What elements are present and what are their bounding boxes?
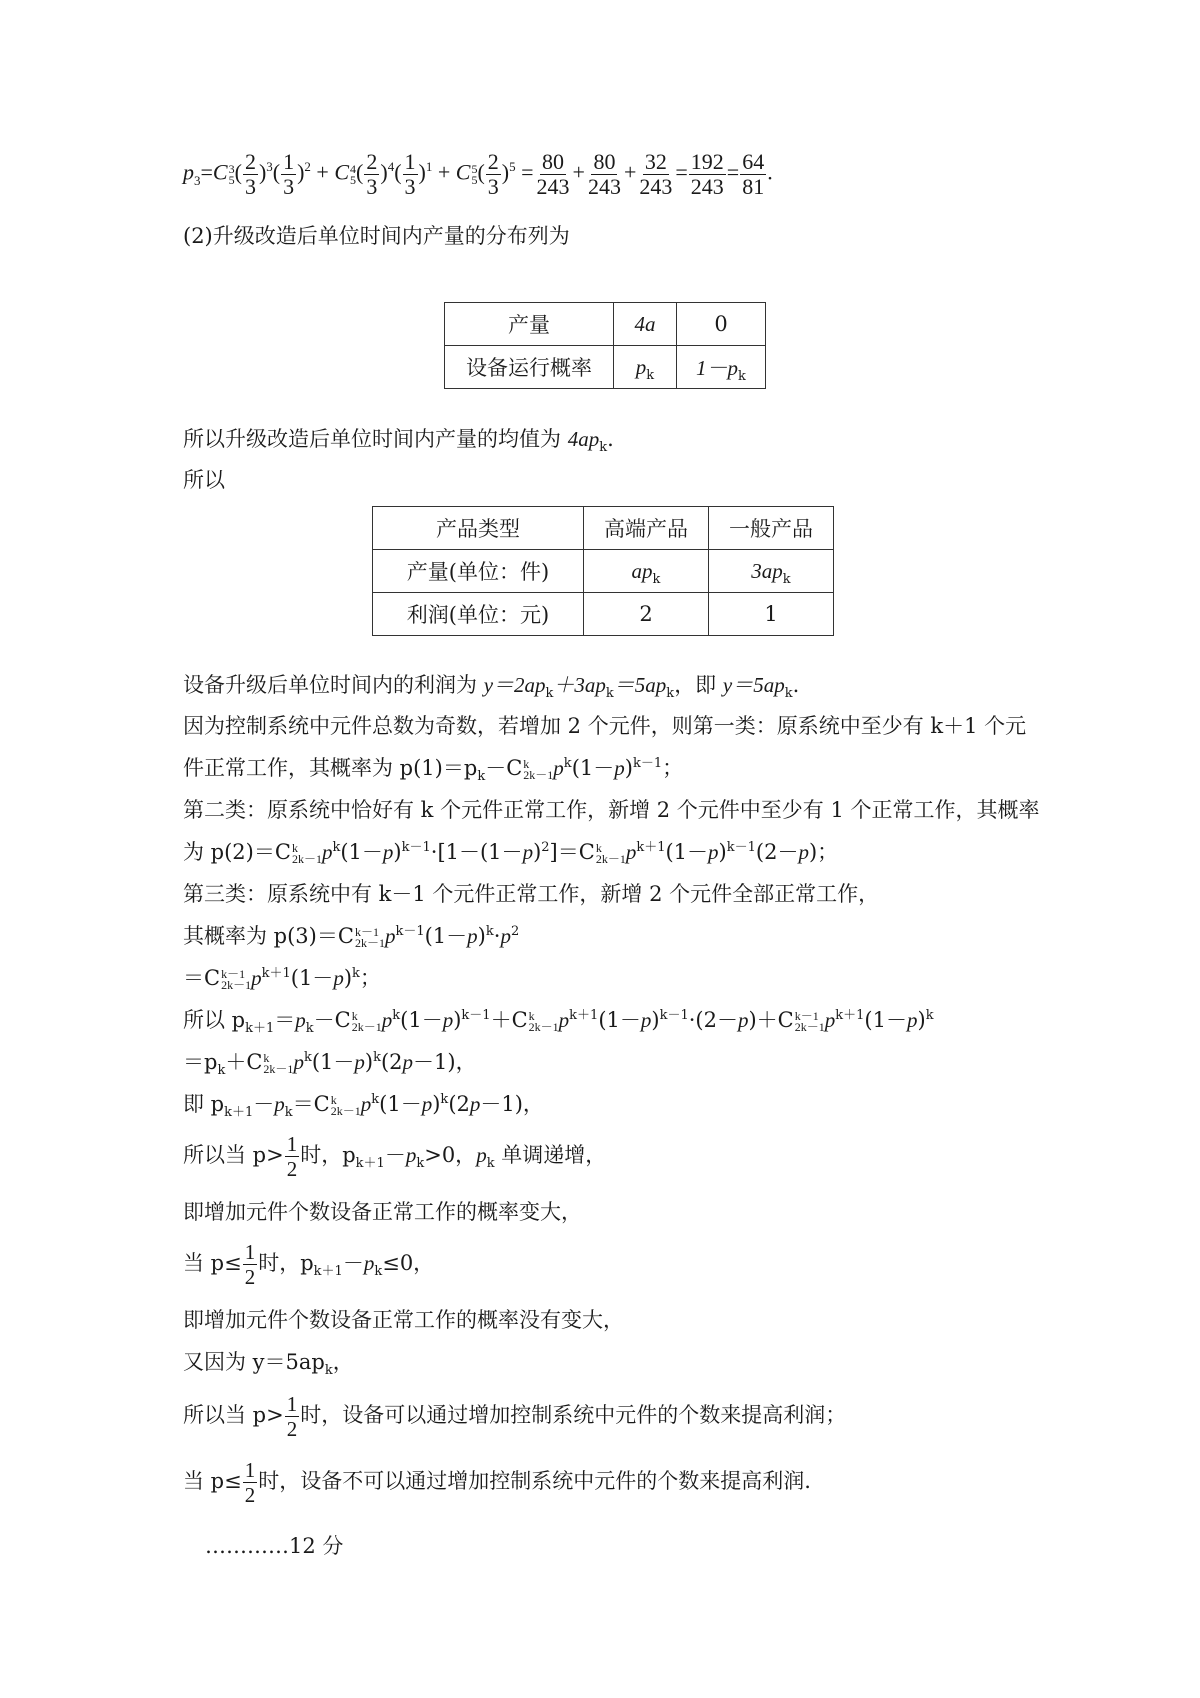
comb-idx — [471, 161, 478, 187]
num: 1 — [283, 149, 295, 174]
plus: + — [572, 159, 585, 185]
table-row — [445, 346, 766, 389]
sub: k — [738, 369, 746, 385]
sub: k — [652, 571, 661, 587]
expr: y＝5ap — [722, 673, 785, 697]
expr: 4ap — [567, 427, 600, 451]
table-row — [445, 303, 766, 346]
den: 2 — [244, 1483, 256, 1507]
text: . — [607, 427, 614, 451]
sub: k — [784, 686, 793, 702]
num: 1 — [404, 149, 416, 174]
eq: = — [200, 159, 213, 185]
num: 2 — [487, 149, 499, 174]
reason-line-1: 因为控制系统中元件总数为奇数，若增加 2 个元件，则第一类：原系统中至少有 k＋1 个元 — [183, 714, 1027, 738]
sub: 3 — [194, 172, 201, 188]
sum-line-2 — [183, 1048, 477, 1079]
expr: y＝2ap — [483, 673, 546, 697]
sub: 5 — [350, 172, 357, 187]
case3-line-2 — [183, 922, 519, 950]
sub: k — [545, 686, 554, 702]
text: ＝p — [183, 1050, 218, 1074]
exp: 2 — [304, 159, 311, 175]
sub: k — [666, 686, 675, 702]
num: 64 — [742, 149, 765, 174]
sum-line-1 — [183, 1006, 934, 1037]
num: 1 — [244, 1240, 256, 1264]
conclusion-2 — [183, 1458, 811, 1507]
conclusion-1 — [183, 1392, 846, 1441]
c-symbol: C — [334, 159, 350, 185]
den: 3 — [404, 174, 416, 199]
den: 3 — [366, 174, 378, 199]
den: 3 — [244, 174, 256, 199]
fraction — [281, 150, 296, 199]
math: k 2k－1 $p^k(1-p)^{k-1}\cdot[1-(1-p)^2]=C$ k 2k－1 $p^{k+1}(1-p)^{k-1}(2-p)$； — [291, 840, 839, 866]
fraction — [535, 150, 572, 199]
math: －C k 2k－1 $p^k(1-p)^{k-1}$； — [485, 756, 684, 782]
cell-value: ap — [631, 558, 653, 583]
p-symbol: p — [183, 159, 194, 185]
den: 2 — [286, 1417, 298, 1441]
exp: 4 — [387, 159, 395, 175]
math: $_{k+1}-p_k\le 0$， — [313, 1251, 435, 1280]
table-cell — [677, 346, 766, 389]
fraction — [364, 150, 379, 199]
num: 32 — [644, 149, 667, 174]
den: 243 — [690, 174, 724, 199]
den: 243 — [639, 174, 673, 199]
table-row — [373, 507, 834, 550]
text: 为 p(2)＝C — [183, 840, 291, 864]
exp: 3 — [266, 159, 273, 175]
table-cell — [614, 346, 677, 389]
diff-line — [183, 1090, 544, 1121]
text: 时，设备不可以通过增加控制系统中元件的个数来提高利润. — [258, 1469, 811, 1493]
fraction — [740, 150, 766, 199]
den: 81 — [742, 174, 765, 199]
exp: 1 — [425, 159, 433, 175]
den: 243 — [536, 174, 570, 199]
no-change-line: 即增加元件个数设备正常工作的概率没有变大， — [183, 1308, 624, 1332]
den: 243 — [587, 174, 621, 199]
when-le-line — [183, 1240, 434, 1289]
reason-line-2 — [183, 754, 684, 785]
math: k－1 2k－1 $p^{k-1}(1-p)^k\cdot p^2$ — [354, 924, 520, 950]
plus: + — [316, 159, 329, 185]
text: 设备升级后单位时间内的利润为 — [183, 673, 484, 697]
text: 时，p — [300, 1143, 356, 1167]
case2-line-1: 第二类：原系统中恰好有 k 个元件正常工作，新增 2 个元件中至少有 1 个正常工作，其概率 — [183, 798, 1040, 822]
table-cell: 2 — [584, 593, 709, 636]
text: . — [792, 673, 800, 697]
text: 当 p≤ — [183, 1251, 242, 1275]
sup: 5 — [471, 161, 478, 176]
text: 所以升级改造后单位时间内产量的均值为 — [183, 427, 568, 451]
fraction — [285, 1392, 300, 1441]
text: 时，设备可以通过增加控制系统中元件的个数来提高利润； — [300, 1403, 847, 1427]
table-cell: 设备运行概率 — [445, 346, 614, 389]
eq: = — [675, 159, 688, 185]
case3-line-1: 第三类：原系统中有 k－1 个元件正常工作，新增 2 个元件全部正常工作， — [183, 882, 880, 906]
sub: k — [646, 367, 655, 383]
p3-formula: $p_3=C$ 3 5 ( $\frac{2}{3}$ )$^3$( $\frac{1}{3}$ )$^2$ + C 4 5 ( $\frac{2}{3}$ )$^4$( $\frac{1}{3}$ )$^1$ + C 5 5 ( $\frac{2}{3}$ )$^5$ = $\frac{80}{243}$ + $\frac{80}{243}$ + $\frac{32}{243}$ = $\frac{192}{243}$ = $\frac{64}{81}$ . — [183, 149, 773, 199]
text: 其概率为 p(3)＝C — [183, 924, 354, 948]
sub: k — [599, 440, 608, 456]
score-line: …………12 分 — [205, 1534, 344, 1558]
table-header: 高端产品 — [584, 507, 709, 550]
text: 即 p — [183, 1092, 225, 1116]
text: 时，p — [258, 1251, 314, 1275]
den: 2 — [244, 1265, 256, 1289]
num: 80 — [593, 149, 616, 174]
text: 所以当 p> — [183, 1403, 284, 1427]
math: $_{k+1}=p_k-C$ k 2k－1 $p^k(1-p)^{k-1}+C$ k 2k－1 $p^{k+1}(1-p)^{k-1}\cdot(2-p)+C$ k－1 2k－1 $p^{k+1}(1-p)^k$ — [245, 1008, 934, 1037]
text: 当 p≤ — [183, 1469, 242, 1493]
sub: k — [324, 1363, 333, 1379]
num: 192 — [690, 149, 724, 174]
fraction — [637, 150, 674, 199]
case2-line-2 — [183, 838, 838, 866]
suoyi-line: 所以 — [183, 468, 225, 492]
sub: 5 — [228, 172, 235, 187]
math: $_{k+1}-p_k=C$ k 2k－1 $p^k(1-p)^k(2p-1)$， — [224, 1092, 544, 1121]
text: 所以 p — [183, 1008, 246, 1032]
math: $_{k+1}-p_k>0$，$p_k$ 单调递增， — [355, 1143, 607, 1172]
when-gt-line — [183, 1132, 606, 1181]
num: 2 — [366, 149, 378, 174]
den: 3 — [283, 174, 295, 199]
cell-value: 3ap — [751, 558, 783, 583]
eq: = — [521, 159, 534, 185]
mean-line — [183, 425, 614, 456]
den: 3 — [487, 174, 499, 199]
fraction — [285, 1132, 300, 1181]
fraction — [486, 150, 501, 199]
fraction — [689, 150, 726, 199]
c-symbol: C — [455, 159, 471, 185]
math: k－1 2k－1 $p^{k+1}(1-p)^k$； — [221, 966, 381, 992]
table-row — [373, 550, 834, 593]
expr: ＋3ap — [553, 673, 606, 697]
den: 2 — [286, 1157, 298, 1181]
sub: 5 — [471, 172, 478, 187]
text: 所以当 p> — [183, 1143, 284, 1167]
table-cell — [614, 303, 677, 346]
text: 又因为 y＝5ap — [183, 1350, 325, 1374]
expr: ＝5ap — [613, 673, 667, 697]
case3-line-3 — [183, 964, 381, 992]
sup: 4 — [350, 161, 357, 176]
table-cell: 产量(单位：件) — [373, 550, 584, 593]
table-cell — [709, 550, 834, 593]
sup: 3 — [228, 161, 235, 176]
fraction — [243, 150, 258, 199]
period: . — [767, 159, 773, 185]
num: 80 — [542, 149, 565, 174]
math: $_k$＋C k 2k－1 $p^k(1-p)^k(2p-1)$， — [217, 1050, 477, 1079]
again-line: 又因为 $y=5ap_k$， — [183, 1350, 354, 1379]
sub: k — [477, 769, 486, 785]
distribution-table — [444, 302, 766, 389]
plus: + — [623, 159, 637, 185]
profit-line — [183, 671, 800, 702]
table-cell: 利润(单位：元) — [373, 593, 584, 636]
text: ＝C — [183, 966, 221, 990]
product-table — [372, 506, 834, 636]
fraction — [243, 1458, 258, 1507]
cell-value: 4a — [634, 311, 656, 336]
table-cell: 产量 — [445, 303, 614, 346]
sub: k — [782, 571, 791, 587]
exp: 5 — [509, 159, 516, 175]
table-header: 产品类型 — [373, 507, 584, 550]
table-cell: 1 — [709, 593, 834, 636]
table-header: 一般产品 — [709, 507, 834, 550]
cell-value: 1－p — [696, 356, 739, 380]
fraction — [403, 150, 418, 199]
comb-idx — [350, 161, 357, 187]
text: 件正常工作，其概率为 p(1)＝p — [183, 756, 478, 780]
cell-value: p — [635, 354, 647, 379]
num: 1 — [286, 1392, 298, 1416]
table-row — [373, 593, 834, 636]
sub: k — [605, 686, 614, 702]
table-cell — [584, 550, 709, 593]
increase-line: 即增加元件个数设备正常工作的概率变大， — [183, 1200, 582, 1224]
fraction — [243, 1240, 258, 1289]
num: 2 — [244, 149, 256, 174]
plus: + — [437, 159, 451, 185]
num: 1 — [286, 1132, 298, 1156]
fraction — [586, 150, 623, 199]
num: 1 — [244, 1458, 256, 1482]
text: ，即 — [674, 673, 723, 697]
part2-intro: (2)升级改造后单位时间内产量的分布列为 — [183, 224, 570, 248]
comb-idx — [228, 161, 235, 187]
c-symbol: C — [212, 159, 228, 185]
table-cell: 0 — [677, 303, 766, 346]
eq: = — [726, 159, 740, 185]
